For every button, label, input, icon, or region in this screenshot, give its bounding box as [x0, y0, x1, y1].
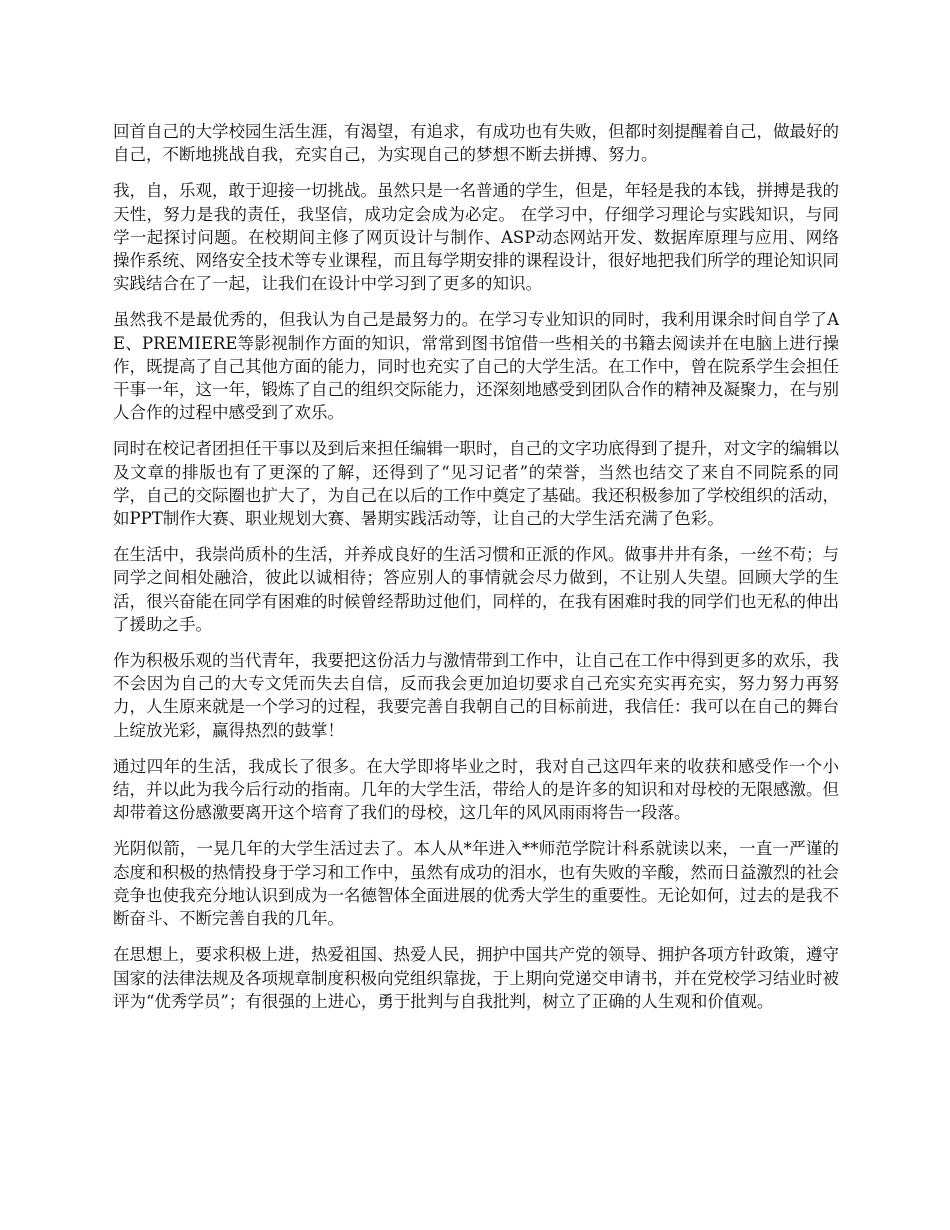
paragraph-5: 在生活中，我崇尚质朴的生活，并养成良好的生活习惯和正派的作风。做事井井有条，一丝不苟；与同学之间相处融洽，彼此以诚相待；答应别人的事情就会尽力做到，不让别人失望。回顾大学的生活，很兴奋能在同学有困难的时候曾经帮助过他们，同样的，在我有困难时我的同学们也无私的伸出了援助之手。 — [113, 545, 839, 634]
paragraph-1: 回首自己的大学校园生活生涯，有渴望，有追求，有成功也有失败，但都时刻提醒着自己，做最好的自己，不断地挑战自我，充实自己，为实现自己的梦想不断去拼搏、努力。 — [113, 122, 839, 165]
paragraph-9: 在思想上，要求积极上进，热爱祖国、热爱人民，拥护中国共产党的领导、拥护各项方针政策，遵守国家的法律法规及各项规章制度积极向党组织靠拢，于上期向党递交申请书，并在党校学习结业时被评为“优秀学员”；有很强的上进心，勇于批判与自我批判，树立了正确的人生观和价值观。 — [113, 945, 839, 1011]
paragraph-2: 我，自，乐观，敢于迎接一切挑战。虽然只是一名普通的学生，但是，年轻是我的本钱，拼搏是我的天性，努力是我的责任，我坚信，成功定会成为必定。 在学习中，仔细学习理论与实践知识，与同学一起探讨问题。在校期间主修了网页设计与制作、ASP动态网站开发、数据库原理与应用、网络操作系统、网络安全技术等专业课程，而且每学期安排的课程设计，很好地把我们所学的理论知识同实践结合在了一起，让我们在设计中学习到了更多的知识。 — [113, 181, 839, 294]
paragraph-3: 虽然我不是最优秀的，但我认为自己是最努力的。在学习专业知识的同时，我利用课余时间自学了AE、PREMIERE等影视制作方面的知识，常常到图书馆借一些相关的书籍去阅读并在电脑上进行操作，既提高了自己其他方面的能力，同时也充实了自己的大学生活。在工作中，曾在院系学生会担任干事一年，这一年，锻炼了自己的组织交际能力，还深刻地感受到团队合作的精神及凝聚力，在与别人合作的过程中感受到了欢乐。 — [113, 310, 839, 423]
paragraph-4: 同时在校记者团担任干事以及到后来担任编辑一职时，自己的文字功底得到了提升，对文字的编辑以及文章的排版也有了更深的了解，还得到了“见习记者”的荣誉，当然也结交了来自不同院系的同学，自己的交际圈也扩大了，为自己在以后的工作中奠定了基础。我还积极参加了学校组织的活动，如PPT制作大赛、职业规划大赛、暑期实践活动等，让自己的大学生活充满了色彩。 — [113, 439, 839, 529]
paragraph-7: 通过四年的生活，我成长了很多。在大学即将毕业之时，我对自己这四年来的收获和感受作一个小结，并以此为我今后行动的指南。几年的大学生活，带给人的是许多的知识和对母校的无限感激。但却带着这份感激要离开这个培育了我们的母校，这几年的风风雨雨将告一段落。 — [113, 756, 839, 823]
paragraph-6: 作为积极乐观的当代青年，我要把这份活力与激情带到工作中，让自己在工作中得到更多的欢乐，我不会因为自己的大专文凭而失去自信，反而我会更加迫切要求自己充实充实再充实，努力努力再努力，人生原来就是一个学习的过程，我要完善自我朝自己的目标前进，我信任：我可以在自己的舞台上绽放光彩，赢得热烈的鼓掌！ — [113, 651, 839, 740]
paragraph-8: 光阴似箭，一晃几年的大学生活过去了。本人从*年进入**师范学院计科系就读以来，一直一严谨的态度和积极的热情投身于学习和工作中，虽然有成功的泪水，也有失败的辛酸，然而日益激烈的社会竞争也使我充分地认识到成为一名德智体全面进展的优秀大学生的重要性。无论如何，过去的是我不断奋斗、不断完善自我的几年。 — [113, 839, 839, 929]
document-body — [113, 120, 839, 1026]
